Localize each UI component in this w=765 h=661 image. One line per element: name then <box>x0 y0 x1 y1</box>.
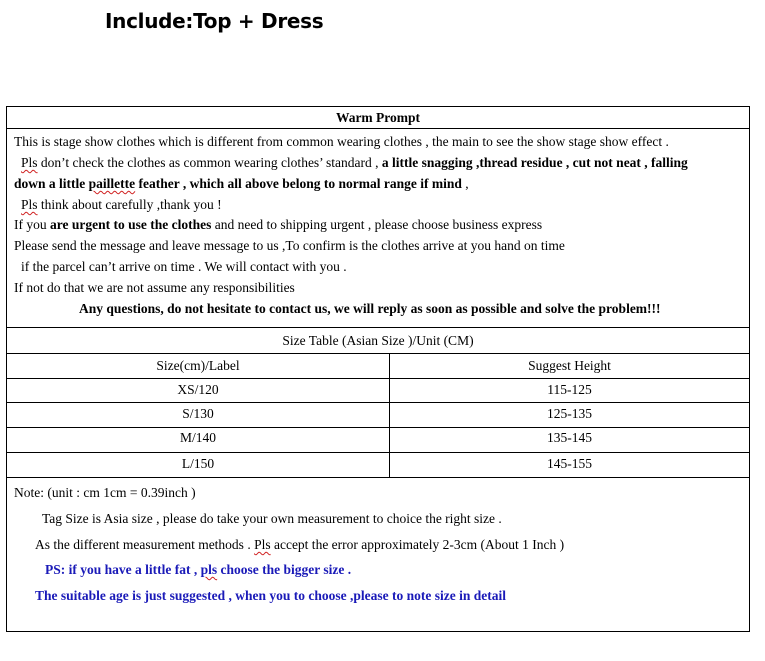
note-age: The suitable age is just suggested , when you to choose ,please to note size in detail <box>35 588 507 603</box>
warm-line-8: If not do that we are not assume any responsibilities <box>14 280 295 295</box>
size-label-cell: M/140 <box>179 430 216 445</box>
warm-line-5-bold: are urgent to use the clothes <box>50 217 212 232</box>
warm-line-2 <box>21 155 688 171</box>
warm-line-5-normal-1: If you <box>14 217 50 232</box>
warm-prompt-heading: Warm Prompt <box>335 110 421 125</box>
pls-word: Pls <box>254 537 271 552</box>
pls-word: pls <box>200 562 218 577</box>
warm-line-5-normal-2: and need to shipping urgent , please choose business express <box>211 217 543 232</box>
note-measurement-b: accept the error approximately 2-3cm (About 1 Inch ) <box>270 537 565 552</box>
page-title: Include:Top + Dress <box>105 9 324 33</box>
divider <box>7 477 749 478</box>
suggest-height-cell: 135-145 <box>547 430 592 445</box>
warm-line-1: This is stage show clothes which is different from common wearing clothes , the main to see the show stage show effect . <box>14 134 669 149</box>
suggest-height-cell: 125-135 <box>547 406 592 421</box>
warm-line-4 <box>21 197 222 213</box>
warm-line-3-normal: , <box>461 176 469 191</box>
divider <box>7 327 749 328</box>
note-ps-b: choose the bigger size . <box>217 562 352 577</box>
warm-line-2-bold: a little snagging ,thread residue , cut not neat , falling <box>381 155 688 170</box>
note-tag-size: Tag Size is Asia size , please do take your own measurement to choice the right size . <box>42 511 502 526</box>
warm-line-5 <box>14 217 542 233</box>
suggest-height-cell: 115-125 <box>547 382 592 397</box>
divider <box>7 378 749 379</box>
size-label-cell: XS/120 <box>177 382 219 397</box>
divider <box>7 427 749 428</box>
note-measurement <box>35 537 564 553</box>
warm-line-2-normal: don’t check the clothes as common wearing clothes’ standard , <box>37 155 382 170</box>
size-label-header: Size(cm)/Label <box>156 358 240 373</box>
warm-line-7: if the parcel can’t arrive on time . We will contact with you . <box>21 259 347 274</box>
size-label-cell: S/130 <box>182 406 214 421</box>
product-info-table <box>6 106 750 632</box>
paillette-word: paillette <box>88 176 136 191</box>
pls-word: Pls <box>21 155 38 170</box>
warm-line-6: Please send the message and leave message to us ,To confirm is the clothes arrive at you hand on time <box>14 238 565 253</box>
divider <box>7 402 749 403</box>
note-ps <box>45 562 351 578</box>
warm-line-3-bold-1: down a little <box>14 176 89 191</box>
divider <box>7 353 749 354</box>
note-ps-a: PS: if you have a little fat , <box>45 562 201 577</box>
size-table-caption: Size Table (Asian Size )/Unit (CM) <box>282 333 474 348</box>
warm-line-4-normal: think about carefully ,thank you ! <box>37 197 222 212</box>
note-unit: Note: (unit : cm 1cm = 0.39inch ) <box>14 485 196 500</box>
size-label-cell: L/150 <box>181 456 215 471</box>
divider <box>7 452 749 453</box>
warm-line-3-bold-2: feather , which all above belong to normal range if mind <box>135 176 462 191</box>
pls-word: Pls <box>21 197 38 212</box>
suggest-height-cell: 145-155 <box>547 456 592 471</box>
warm-line-9: Any questions, do not hesitate to contact us, we will reply as soon as possible and solve the problem!!! <box>79 301 661 316</box>
note-measurement-a: As the different measurement methods . <box>35 537 255 552</box>
divider <box>7 128 749 129</box>
warm-line-3 <box>14 176 469 192</box>
suggest-height-header: Suggest Height <box>528 358 611 373</box>
